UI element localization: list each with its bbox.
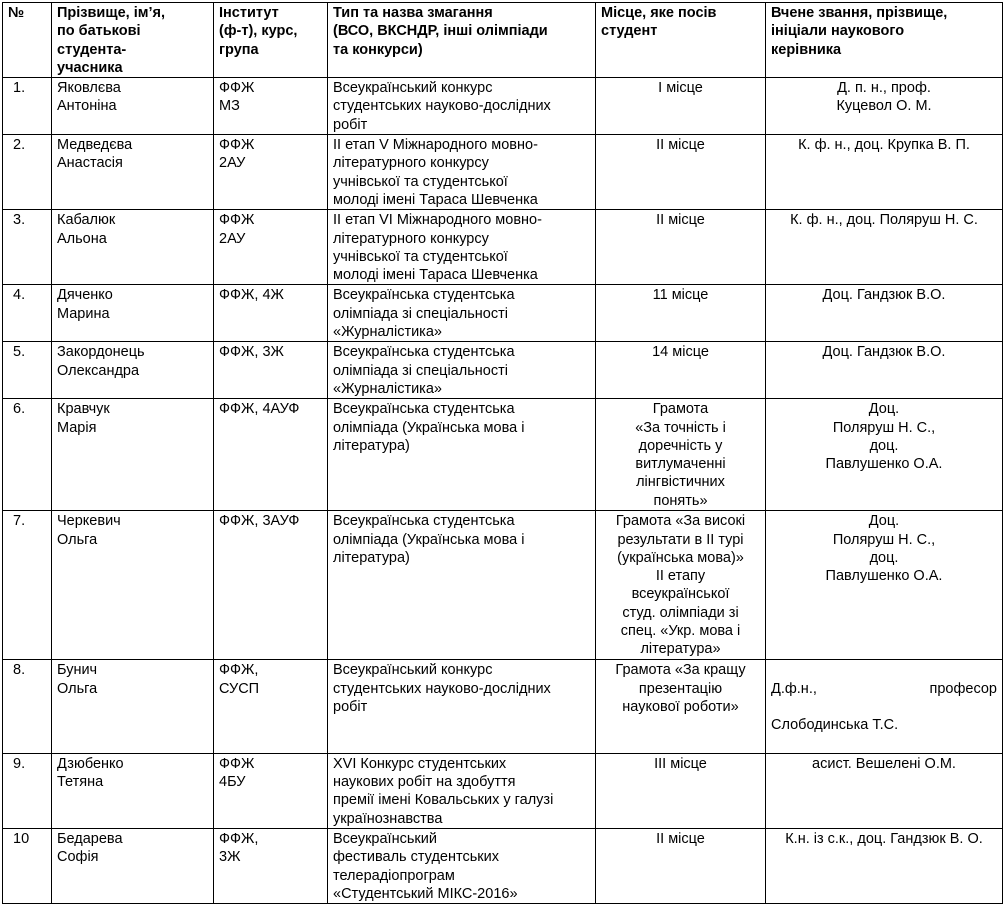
row-number: 5. — [3, 342, 52, 399]
table-row — [3, 342, 1003, 399]
competition-cell: Всеукраїнська студентська олімпіада зі спеціальності «Журналістика» — [328, 285, 596, 342]
student-name: Кравчук Марія — [52, 399, 214, 511]
institute-cell: ФФЖ, 3АУФ — [214, 511, 328, 660]
competition-cell: Всеукраїнський фестиваль студентських телерадіопрограм «Студентський МІКС-2016» — [328, 828, 596, 903]
student-name: Кабалюк Альона — [52, 210, 214, 285]
header-institute: Інститут (ф-т), курс, група — [214, 3, 328, 78]
institute-cell: ФФЖ 2АУ — [214, 135, 328, 210]
supervisor-first-line — [771, 680, 997, 698]
supervisor-cell: Доц. Поляруш Н. С., доц. Павлушенко О.А. — [766, 399, 1003, 511]
student-awards-table — [2, 2, 1003, 904]
student-name: Закордонець Олександра — [52, 342, 214, 399]
place-cell: 14 місце — [596, 342, 766, 399]
table-row — [3, 135, 1003, 210]
place-cell: І місце — [596, 78, 766, 135]
competition-cell: XVI Конкурс студентських наукових робіт на здобуття премії імені Ковальських у галузі українознавства — [328, 753, 596, 828]
table-row — [3, 753, 1003, 828]
supervisor-name: Слободинська Т.С. — [771, 717, 899, 734]
row-number: 6. — [3, 399, 52, 511]
table-row — [3, 285, 1003, 342]
institute-cell: ФФЖ, 4АУФ — [214, 399, 328, 511]
table-row — [3, 399, 1003, 511]
row-number: 8. — [3, 660, 52, 753]
institute-cell: ФФЖ, 4Ж — [214, 285, 328, 342]
row-number: 4. — [3, 285, 52, 342]
supervisor-cell: К. ф. н., доц. Поляруш Н. С. — [766, 210, 1003, 285]
supervisor-cell: Д. п. н., проф. Куцевол О. М. — [766, 78, 1003, 135]
row-number: 7. — [3, 511, 52, 660]
competition-cell: Всеукраїнська студентська олімпіада зі спеціальності «Журналістика» — [328, 342, 596, 399]
supervisor-title: професор — [929, 680, 997, 697]
supervisor-degree: Д.ф.н., — [771, 680, 817, 697]
student-name: Бедарева Софія — [52, 828, 214, 903]
place-cell: Грамота «За високі результати в ІІ турі (українська мова)» ІІ етапу всеукраїнської студ. олімпіади зі спец. «Укр. мова і література» — [596, 511, 766, 660]
table-row — [3, 660, 1003, 753]
header-supervisor: Вчене звання, прізвище, ініціали наукового керівника — [766, 3, 1003, 78]
row-number: 10 — [3, 828, 52, 903]
table-row — [3, 511, 1003, 660]
place-cell: ІІ місце — [596, 135, 766, 210]
place-cell: 11 місце — [596, 285, 766, 342]
institute-cell: ФФЖ, СУСП — [214, 660, 328, 753]
place-cell: ІІ місце — [596, 210, 766, 285]
supervisor-cell — [766, 660, 1003, 753]
header-student: Прізвище, ім’я, по батькові студента- учасника — [52, 3, 214, 78]
student-name: Дяченко Марина — [52, 285, 214, 342]
institute-cell: ФФЖ, 3Ж — [214, 828, 328, 903]
table-row — [3, 828, 1003, 903]
institute-cell: ФФЖ, 3Ж — [214, 342, 328, 399]
student-name: Медведєва Анастасія — [52, 135, 214, 210]
supervisor-cell: Доц. Гандзюк В.О. — [766, 285, 1003, 342]
competition-cell: ІІ етап V Міжнародного мовно- літературного конкурсу учнівської та студентської молоді імені Тараса Шевченка — [328, 135, 596, 210]
supervisor-cell: К. ф. н., доц. Крупка В. П. — [766, 135, 1003, 210]
supervisor-cell: Доц. Гандзюк В.О. — [766, 342, 1003, 399]
supervisor-cell: К.н. із с.к., доц. Гандзюк В. О. — [766, 828, 1003, 903]
table-row — [3, 78, 1003, 135]
student-name: Черкевич Ольга — [52, 511, 214, 660]
institute-cell: ФФЖ 2АУ — [214, 210, 328, 285]
institute-cell: ФФЖ МЗ — [214, 78, 328, 135]
place-cell: Грамота «За точність і доречність у витлумаченні лінгвістичних понять» — [596, 399, 766, 511]
competition-cell: Всеукраїнський конкурс студентських науково-дослідних робіт — [328, 660, 596, 753]
header-competition: Тип та назва змагання (ВСО, ВКСНДР, інші олімпіади та конкурси) — [328, 3, 596, 78]
competition-cell: ІІ етап VІ Міжнародного мовно- літературного конкурсу учнівської та студентської молоді імені Тараса Шевченка — [328, 210, 596, 285]
place-cell: ІІІ місце — [596, 753, 766, 828]
student-name: Яковлєва Антоніна — [52, 78, 214, 135]
place-cell: Грамота «За кращу презентацію наукової роботи» — [596, 660, 766, 753]
institute-cell: ФФЖ 4БУ — [214, 753, 328, 828]
header-number: № — [3, 3, 52, 78]
header-row — [3, 3, 1003, 78]
competition-cell: Всеукраїнська студентська олімпіада (Українська мова і література) — [328, 511, 596, 660]
row-number: 3. — [3, 210, 52, 285]
student-name: Дзюбенко Тетяна — [52, 753, 214, 828]
competition-cell: Всеукраїнська студентська олімпіада (Українська мова і література) — [328, 399, 596, 511]
row-number: 9. — [3, 753, 52, 828]
row-number: 1. — [3, 78, 52, 135]
competition-cell: Всеукраїнський конкурс студентських науково-дослідних робіт — [328, 78, 596, 135]
table-row — [3, 210, 1003, 285]
supervisor-cell: Доц. Поляруш Н. С., доц. Павлушенко О.А. — [766, 511, 1003, 660]
student-name: Бунич Ольга — [52, 660, 214, 753]
row-number: 2. — [3, 135, 52, 210]
supervisor-cell: асист. Вешелені О.М. — [766, 753, 1003, 828]
place-cell: ІІ місце — [596, 828, 766, 903]
header-place: Місце, яке посів студент — [596, 3, 766, 78]
